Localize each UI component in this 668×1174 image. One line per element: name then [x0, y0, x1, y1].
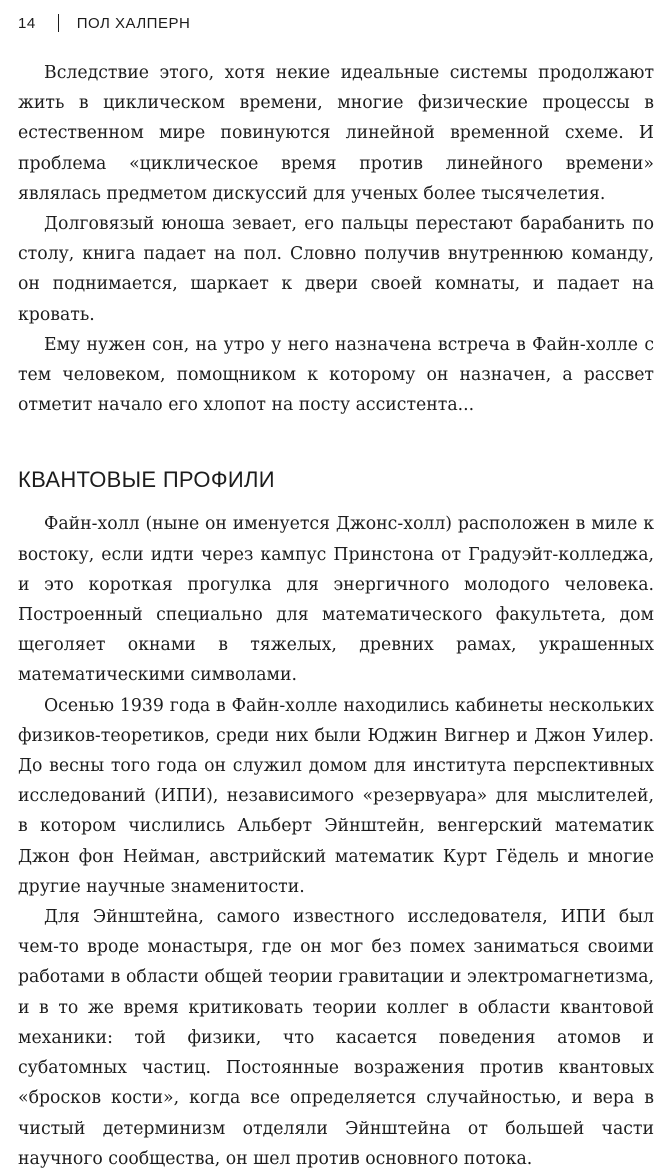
page-number: 14 [18, 14, 36, 32]
paragraph: Долговязый юноша зевает, его пальцы перестают барабанить по столу, книга падает на пол. Словно получив внутреннюю команду, он поднимается, шаркает к двери своей комнаты, и падает на кровать. [18, 214, 654, 325]
paragraph: Вследствие этого, хотя некие идеальные системы продолжают жить в циклическом времени, многие физические процессы в естественном мире повинуются линейной временной схеме. И проблема «циклическое время против линейного времени» являлась предметом дискуссий для ученых более тысячелетия. [18, 63, 654, 204]
running-head-author: ПОЛ ХАЛПЕРН [76, 14, 191, 32]
paragraph: Для Эйнштейна, самого известного исследователя, ИПИ был чем-то вроде монастыря, где он мог без помех заниматься своими работами в области общей теории гравитации и электромагнетизма, и в то же время критиковать теории коллег в области квантовой механики: той физики, что касается поведения атомов и субатомных частиц. Постоянные возражения против квантовых «бросков кости», когда все определяется случайностью, и вера в чистый детерминизм отделяли Эйнштейна от большей части научного сообщества, он шел против основного потока. [18, 907, 654, 1169]
paragraph: Ему нужен сон, на утро у него назначена встреча в Файн-холле с тем человеком, помощником к которому он назначен, а рассвет отметит начало его хлопот на посту ассистента... [18, 334, 654, 416]
page-body [18, 58, 654, 1174]
running-header [18, 8, 190, 38]
paragraph: Файн-холл (ныне он именуется Джонс-холл) расположен в миле к востоку, если идти через кампус Принстона от Градуэйт-колледжа, и это короткая прогулка для энергичного молодого человека. Построенный специально для математического факультета, дом щеголяет окнами в тяжелых, древних рамах, украшенных математическими символами. [18, 514, 654, 686]
paragraph: Осенью 1939 года в Файн-холле находились кабинеты нескольких физиков-теоретиков, среди них были Юджин Вигнер и Джон Уилер. До весны того года он служил домом для института перспективных исследований (ИПИ), независимого «резервуара» для мыслителей, в котором числились Альберт Эйнштейн, венгерский математик Джон фон Нейман, австрийский математик Курт Гёдель и многие другие научные знаменитости. [18, 695, 654, 897]
section-heading: КВАНТОВЫЕ ПРОФИЛИ [18, 467, 275, 493]
header-divider [58, 14, 59, 32]
